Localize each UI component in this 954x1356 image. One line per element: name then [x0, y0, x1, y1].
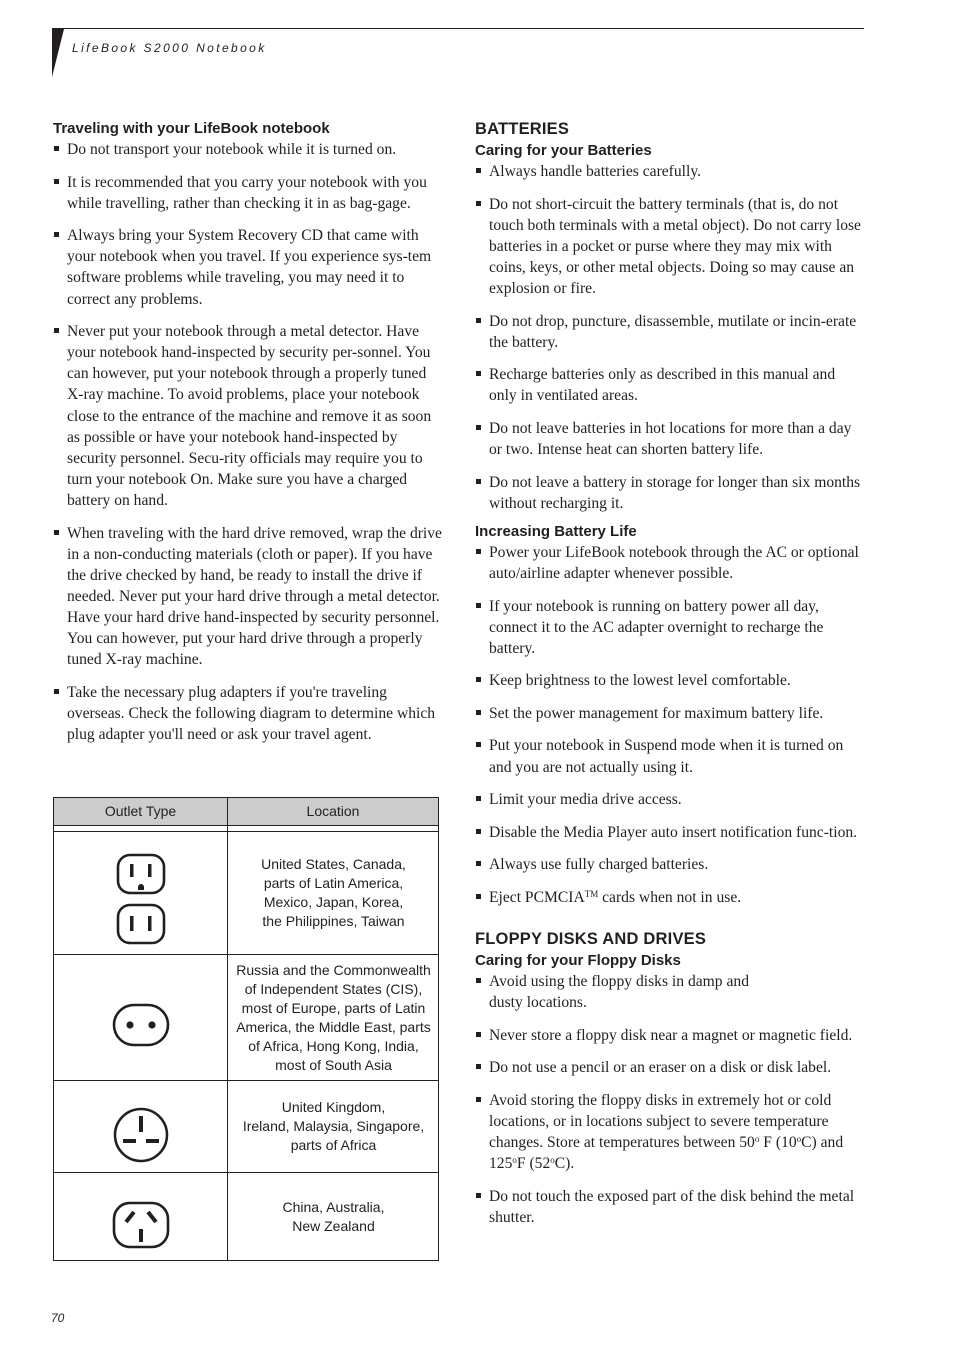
list-item: Do not leave a battery in storage for longer than six months without recharging it.: [475, 472, 865, 514]
list-item: Limit your media drive access.: [475, 789, 865, 810]
list-item: Disable the Media Player auto insert notification func-tion.: [475, 822, 865, 843]
location-line: Mexico, Japan, Korea,: [263, 894, 404, 910]
list-item: Avoid storing the floppy disks in extremely hot or cold locations, or in locations subject to severe temperature changes. Store at temperatures between 50$^o$ F (10$^o$C) and 125$^o$F (52$^o$C).: [475, 1090, 865, 1174]
list-item: Do not transport your notebook while it is turned on.: [53, 139, 443, 160]
list-item: Never put your notebook through a metal detector. Have your notebook hand-inspected by security per-sonnel. You can however, put your notebook through a properly tuned X-ray machine. To avoid problems, place your notebook close to the entrance of the machine and remove it as soon as possible or have your notebook hand-inspected by security personnel. Secu-rity officials may require you to turn your notebook On. Make sure you have a charged battery on hand.: [53, 321, 443, 511]
page-number: 70: [51, 1311, 65, 1325]
location-line: United Kingdom,: [281, 1099, 386, 1115]
list-item: Do not leave batteries in hot locations for more than a day or two. Intense heat can shorten battery life.: [475, 418, 865, 460]
header-tab-mark: [52, 29, 64, 77]
list-item: Always use fully charged batteries.: [475, 854, 865, 875]
location-cell: [229, 832, 438, 954]
right-column: [475, 118, 865, 1239]
location-cell: [229, 955, 438, 1080]
location-line: America, the Middle East, parts: [236, 1018, 431, 1035]
location-line: Russia and the Commonwealth: [236, 961, 431, 978]
table-header: [54, 798, 438, 826]
list-item: Power your LifeBook notebook through the AC or optional auto/airline adapter whenever possible.: [475, 542, 865, 584]
europe-outlet-icon: [112, 1003, 170, 1047]
location-line: the Philippines, Taiwan: [262, 913, 405, 929]
list-item: Never store a floppy disk near a magnet or magnetic field.: [475, 1025, 865, 1046]
traveling-heading: Traveling with your LifeBook notebook: [53, 120, 330, 137]
caring-batteries-list: [475, 161, 865, 514]
column-divider: [227, 798, 228, 1260]
australia-outlet-icon: [112, 1201, 170, 1249]
location-line: Ireland, Malaysia, Singapore,: [242, 1118, 425, 1134]
list-item: When traveling with the hard drive removed, wrap the drive in a non-conducting materials (cloth or paper). If you have the drive checked by hand, be ready to install the drive if needed. Never put your hard drive through a metal detector. Have your hard drive hand-inspected by security personnel. You can however, put your hard drive through a properly tuned X-ray machine.: [53, 523, 443, 671]
column-header-outlet: Outlet Type: [104, 803, 177, 819]
location-line: of Africa, Hong Kong, India,: [248, 1037, 419, 1054]
list-item: Do not drop, puncture, disassemble, mutilate or incin-erate the battery.: [475, 311, 865, 353]
location-cell: [229, 1173, 438, 1260]
us-outlet-icon: [116, 853, 166, 947]
list-item: Eject PCMCIA™ cards when not in use.: [475, 887, 865, 908]
list-item: Avoid using the floppy disks in damp and dusty locations.: [475, 971, 865, 1013]
uk-outlet-icon: [112, 1107, 170, 1163]
outlet-table: [53, 797, 439, 1261]
list-item: Do not touch the exposed part of the disk behind the metal shutter.: [475, 1186, 865, 1228]
list-item: Recharge batteries only as described in this manual and only in ventilated areas.: [475, 364, 865, 406]
list-item: Do not use a pencil or an eraser on a disk or disk label.: [475, 1057, 865, 1078]
location-line: China, Australia,: [282, 1198, 385, 1215]
location-line: of Independent States (CIS),: [244, 980, 423, 997]
list-item: Always bring your System Recovery CD that came with your notebook when you travel. If you experience sys-tem software problems while traveling, you may need it to correct any problems.: [53, 225, 443, 309]
left-column: [53, 118, 443, 756]
list-item: If your notebook is running on battery power all day, connect it to the AC adapter overnight to recharge the battery.: [475, 596, 865, 659]
caring-floppy-heading: Caring for your Floppy Disks: [475, 952, 681, 970]
caring-batteries-heading: Caring for your Batteries: [475, 142, 652, 159]
floppy-heading: FLOPPY DISKS AND DRIVES: [475, 930, 707, 949]
list-item: Set the power management for maximum battery life.: [475, 703, 865, 724]
running-header: LifeBook S2000 Notebook: [72, 41, 267, 55]
list-item: Always handle batteries carefully.: [475, 161, 865, 182]
location-line: New Zealand: [292, 1217, 375, 1234]
location-cell: [229, 1081, 438, 1172]
location-line: parts of Africa: [290, 1137, 377, 1153]
location-line: most of South Asia: [275, 1056, 392, 1073]
list-item: Put your notebook in Suspend mode when it is turned on and you are not actually using it.: [475, 735, 865, 777]
location-line: most of Europe, parts of Latin: [241, 999, 426, 1016]
list-item: Do not short-circuit the battery terminals (that is, do not touch both terminals with a metal object). Do not carry lose batteries in a pocket or purse where they may mix with coins, keys, or other metal objects. Doing so may cause an explosion or fire.: [475, 194, 865, 299]
location-line: parts of Latin America,: [263, 875, 404, 891]
traveling-list: [53, 139, 443, 745]
batteries-heading: BATTERIES: [475, 120, 570, 138]
header-rule: [52, 28, 864, 29]
floppy-list: [475, 971, 865, 1228]
list-item: Take the necessary plug adapters if you're traveling overseas. Check the following diagram to determine which plug adapter you'll need or ask your travel agent.: [53, 682, 443, 745]
list-item: Keep brightness to the lowest level comfortable.: [475, 670, 865, 691]
increasing-battery-heading: Increasing Battery Life: [475, 522, 637, 540]
column-header-location: Location: [306, 803, 360, 819]
increasing-battery-list: [475, 542, 865, 908]
location-line: United States, Canada,: [261, 856, 406, 872]
list-item: It is recommended that you carry your notebook with you while travelling, rather than checking it in as bag-gage.: [53, 172, 443, 214]
